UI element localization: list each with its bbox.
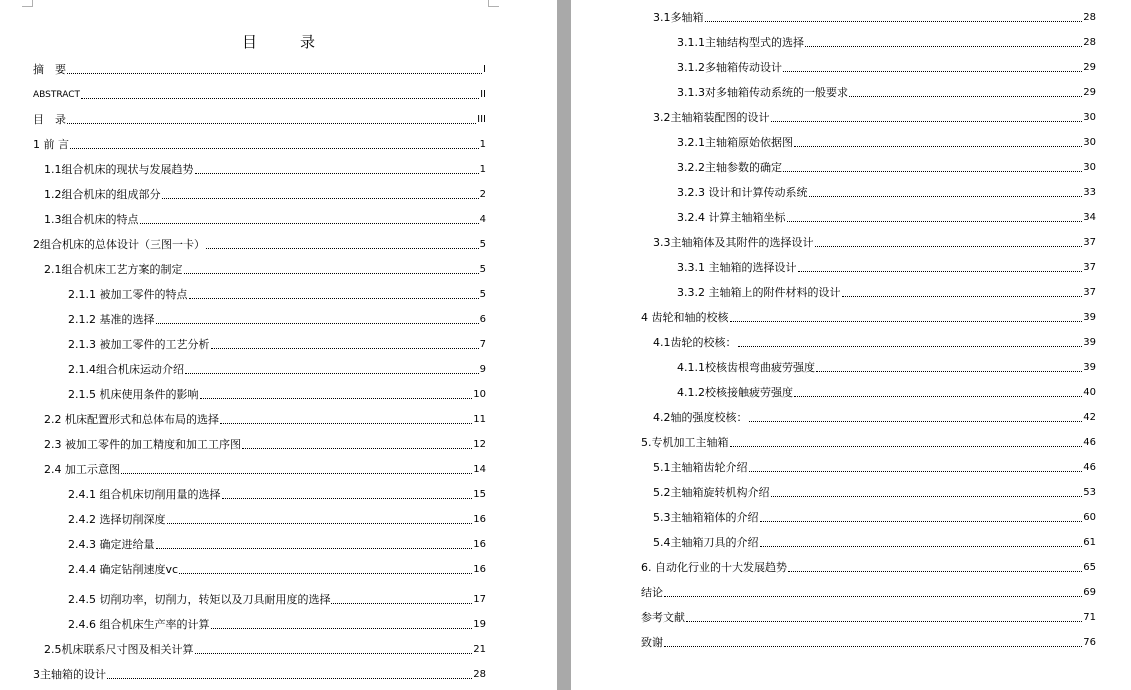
page-corner-mark [22, 0, 33, 7]
toc-entry[interactable] [677, 61, 1096, 75]
toc-entry-title: 6. 自动化行业的十大发展趋势 [641, 561, 787, 574]
toc-dot-leader [107, 677, 472, 679]
toc-entry-page: 29 [1083, 87, 1096, 98]
toc-entry-page: 16 [473, 514, 486, 525]
toc-entry-title: 2.4.5 切削功率，切削力，转矩以及刀具耐用度的选择 [68, 593, 331, 606]
toc-dot-leader [222, 497, 473, 499]
toc-entry-title: 5.3主轴箱箱体的介绍 [653, 511, 759, 524]
toc-entry-page: 46 [1083, 462, 1096, 473]
toc-entry-title: 2.3 被加工零件的加工精度和加工工序图 [44, 438, 241, 451]
toc-entry-title: 3.1多轴箱 [653, 11, 704, 24]
toc-entry-page: 21 [473, 644, 486, 655]
toc-entry-title: 摘 要 [33, 63, 66, 76]
toc-entry[interactable] [33, 668, 486, 682]
toc-entry[interactable] [68, 338, 486, 352]
toc-entry[interactable] [44, 413, 486, 427]
toc-entry-page: 5 [479, 264, 486, 275]
toc-entry-page: 14 [473, 464, 486, 475]
toc-entry-title: 2.1.1 被加工零件的特点 [68, 288, 188, 301]
toc-entry-title: 参考文献 [641, 611, 685, 624]
toc-dot-leader [805, 45, 1082, 47]
toc-dot-leader [705, 20, 1083, 22]
toc-entry[interactable] [677, 261, 1096, 275]
toc-entry[interactable] [653, 511, 1096, 525]
toc-dot-leader [200, 397, 473, 399]
toc-entry-title: 目 录 [33, 113, 66, 126]
toc-entry[interactable] [44, 188, 486, 202]
document-page-right [571, 0, 1131, 690]
toc-dot-leader [787, 220, 1083, 222]
toc-entry[interactable] [68, 488, 486, 502]
toc-entry-title: ABSTRACT [33, 90, 81, 100]
toc-entry-title: 4.1.1校核齿根弯曲疲劳强度 [677, 361, 815, 374]
toc-entry-page: 76 [1083, 637, 1096, 648]
toc-entry-page: 12 [473, 439, 486, 450]
toc-dot-leader [771, 495, 1083, 497]
toc-entry-title: 2.4.6 组合机床生产率的计算 [68, 618, 210, 631]
toc-entry[interactable] [68, 288, 486, 302]
toc-entry-title: 5.2主轴箱旋转机构介绍 [653, 486, 770, 499]
toc-entry[interactable] [68, 563, 486, 577]
toc-dot-leader [140, 222, 479, 224]
toc-entry-page: 30 [1083, 162, 1096, 173]
toc-entry-page: 5 [479, 239, 486, 250]
toc-dot-leader [67, 122, 476, 124]
toc-dot-leader [749, 470, 1083, 472]
toc-entry-title: 3.3.2 主轴箱上的附件材料的设计 [677, 286, 841, 299]
toc-entry-title: 4.2轴的强度校核： [653, 411, 748, 424]
toc-entry-page: III [477, 114, 486, 125]
toc-entry-title: 3.2主轴箱装配图的设计 [653, 111, 770, 124]
toc-dot-leader [162, 197, 479, 199]
toc-dot-leader [771, 120, 1083, 122]
toc-entry-page: 28 [1083, 37, 1096, 48]
toc-entry-title: 3.2.3 设计和计算传动系统 [677, 186, 808, 199]
toc-dot-leader [815, 245, 1083, 247]
toc-entry-page: 61 [1083, 537, 1096, 548]
toc-dot-leader [798, 270, 1083, 272]
toc-dot-leader [179, 572, 472, 574]
toc-entry[interactable] [641, 311, 1096, 325]
toc-dot-leader [195, 172, 479, 174]
toc-entry[interactable] [68, 593, 486, 607]
toc-dot-leader [67, 72, 482, 74]
toc-title: 目 录 [241, 33, 329, 51]
toc-entry-page: 60 [1083, 512, 1096, 523]
toc-entry-page: 4 [479, 214, 486, 225]
toc-entry-title: 5.1主轴箱齿轮介绍 [653, 461, 748, 474]
toc-entry-title: 5.专机加工主轴箱 [641, 436, 729, 449]
toc-entry-title: 2.4.3 确定进给量 [68, 538, 155, 551]
toc-entry[interactable] [44, 643, 486, 657]
toc-entry-page: 39 [1083, 312, 1096, 323]
toc-entry-page: 1 [479, 139, 486, 150]
toc-dot-leader [664, 595, 1082, 597]
toc-dot-leader [121, 472, 472, 474]
toc-entry[interactable] [68, 538, 486, 552]
toc-entry-page: 39 [1083, 362, 1096, 373]
toc-entry-page: 69 [1083, 587, 1096, 598]
toc-entry[interactable] [33, 63, 486, 77]
toc-dot-leader [195, 652, 473, 654]
toc-entry-page: 34 [1083, 212, 1096, 223]
toc-entry[interactable] [677, 36, 1096, 50]
toc-entry-page: 16 [473, 564, 486, 575]
toc-entry-page: 71 [1083, 612, 1096, 623]
toc-entry-page: 19 [473, 619, 486, 630]
toc-entry-title: 2.4.1 组合机床切削用量的选择 [68, 488, 221, 501]
toc-entry-title: 1 前 言 [33, 138, 69, 151]
toc-dot-leader [760, 545, 1083, 547]
toc-entry-title: 3.2.1主轴箱原始依据图 [677, 136, 793, 149]
toc-entry-page: 39 [1083, 337, 1096, 348]
page-gutter [557, 0, 571, 690]
toc-entry[interactable] [641, 586, 1096, 600]
toc-dot-leader [81, 97, 479, 99]
toc-entry[interactable] [641, 636, 1096, 650]
toc-dot-leader [184, 272, 479, 274]
toc-dot-leader [842, 295, 1083, 297]
toc-entry-page: II [480, 89, 486, 100]
toc-entry-page: 10 [473, 389, 486, 400]
toc-entry-title: 1.3组合机床的特点 [44, 213, 139, 226]
toc-entry-title: 3.2.4 计算主轴箱坐标 [677, 211, 786, 224]
toc-entry-page: 6 [479, 314, 486, 325]
toc-entry[interactable] [68, 388, 486, 402]
toc-dot-leader [206, 247, 479, 249]
toc-entry[interactable] [33, 113, 486, 127]
toc-dot-leader [788, 570, 1082, 572]
toc-entry-title: 2.1.2 基准的选择 [68, 313, 155, 326]
toc-dot-leader [167, 522, 473, 524]
toc-entry[interactable] [653, 486, 1096, 500]
toc-entry[interactable] [68, 618, 486, 632]
toc-entry-title: 1.2组合机床的组成部分 [44, 188, 161, 201]
toc-entry-page: 9 [479, 364, 486, 375]
toc-entry[interactable] [44, 163, 486, 177]
toc-entry-title: 5.4主轴箱刀具的介绍 [653, 536, 759, 549]
toc-entry-page: 53 [1083, 487, 1096, 498]
toc-entry-title: 2.4.2 选择切削深度 [68, 513, 166, 526]
toc-entry-page: 16 [473, 539, 486, 550]
toc-entry[interactable] [641, 436, 1096, 450]
toc-entry-title: 结论 [641, 586, 663, 599]
toc-dot-leader [331, 602, 472, 604]
toc-entry-title: 2.1.4组合机床运动介绍 [68, 363, 184, 376]
toc-dot-leader [749, 420, 1083, 422]
toc-dot-leader [189, 297, 479, 299]
toc-entry[interactable] [677, 161, 1096, 175]
toc-entry[interactable] [44, 438, 486, 452]
toc-dot-leader [760, 520, 1083, 522]
toc-dot-leader [730, 445, 1083, 447]
toc-entry[interactable] [653, 11, 1096, 25]
toc-dot-leader [211, 347, 479, 349]
toc-entry[interactable] [68, 363, 486, 377]
toc-dot-leader [816, 370, 1082, 372]
toc-dot-leader [220, 422, 472, 424]
toc-entry[interactable] [68, 513, 486, 527]
toc-entry-page: I [483, 64, 486, 75]
toc-dot-leader [185, 372, 479, 374]
toc-entry[interactable] [33, 238, 486, 252]
toc-entry-page: 11 [473, 414, 486, 425]
toc-entry-page: 7 [479, 339, 486, 350]
toc-entry-title: 4.1.2校核接触疲劳强度 [677, 386, 793, 399]
toc-entry-title: 4.1齿轮的校核： [653, 336, 737, 349]
toc-entry-title: 2.4.4 确定钻削速度vc [68, 563, 179, 576]
toc-entry[interactable] [68, 313, 486, 327]
toc-entry-page: 46 [1083, 437, 1096, 448]
toc-entry[interactable] [44, 263, 486, 277]
toc-entry[interactable] [653, 111, 1096, 125]
toc-entry-title: 2.2 机床配置形式和总体布局的选择 [44, 413, 219, 426]
toc-entry-title: 2.1组合机床工艺方案的制定 [44, 263, 183, 276]
toc-entry[interactable] [653, 336, 1096, 350]
toc-entry-page: 37 [1083, 237, 1096, 248]
toc-entry[interactable] [653, 411, 1096, 425]
toc-entry-page: 30 [1083, 112, 1096, 123]
toc-entry-title: 3.1.1主轴结构型式的选择 [677, 36, 804, 49]
toc-entry-title: 2组合机床的总体设计（三图一卡） [33, 238, 205, 251]
toc-dot-leader [783, 170, 1082, 172]
toc-entry-title: 2.1.3 被加工零件的工艺分析 [68, 338, 210, 351]
toc-entry[interactable] [33, 138, 486, 152]
toc-entry[interactable] [653, 536, 1096, 550]
toc-entry[interactable] [677, 86, 1096, 100]
toc-entry-page: 2 [479, 189, 486, 200]
toc-entry-page: 30 [1083, 137, 1096, 148]
toc-dot-leader [686, 620, 1082, 622]
toc-dot-leader [783, 70, 1082, 72]
toc-entry-title: 4 齿轮和轴的校核 [641, 311, 729, 324]
toc-dot-leader [849, 95, 1082, 97]
toc-entry-title: 2.1.5 机床使用条件的影响 [68, 388, 199, 401]
toc-entry-page: 15 [473, 489, 486, 500]
toc-entry-page: 33 [1083, 187, 1096, 198]
toc-entry-title: 3主轴箱的设计 [33, 668, 106, 681]
toc-entry[interactable] [677, 361, 1096, 375]
toc-entry[interactable] [677, 186, 1096, 200]
toc-entry[interactable] [44, 213, 486, 227]
toc-entry[interactable] [653, 236, 1096, 250]
toc-entry-page: 28 [473, 669, 486, 680]
toc-entry-title: 3.2.2主轴参数的确定 [677, 161, 782, 174]
document-page-left [0, 0, 557, 690]
toc-entry-page: 42 [1083, 412, 1096, 423]
toc-entry-title: 3.1.3对多轴箱传动系统的一般要求 [677, 86, 848, 99]
toc-entry-page: 17 [473, 594, 486, 605]
toc-entry-page: 37 [1083, 287, 1096, 298]
toc-entry-title: 2.4 加工示意图 [44, 463, 120, 476]
toc-entry-page: 1 [479, 164, 486, 175]
toc-entry-page: 28 [1083, 12, 1096, 23]
toc-dot-leader [794, 395, 1082, 397]
toc-entry-page: 37 [1083, 262, 1096, 273]
toc-entry-page: 5 [479, 289, 486, 300]
toc-entry[interactable] [653, 461, 1096, 475]
toc-dot-leader [156, 547, 473, 549]
toc-dot-leader [70, 147, 479, 149]
toc-dot-leader [211, 627, 473, 629]
toc-entry[interactable] [677, 136, 1096, 150]
toc-dot-leader [242, 447, 472, 449]
toc-entry-title: 1.1组合机床的现状与发展趋势 [44, 163, 194, 176]
toc-entry-title: 致谢 [641, 636, 663, 649]
toc-dot-leader [809, 195, 1083, 197]
toc-entry[interactable] [33, 88, 486, 102]
toc-entry-page: 29 [1083, 62, 1096, 73]
toc-entry[interactable] [44, 463, 486, 477]
toc-entry[interactable] [641, 611, 1096, 625]
toc-entry-page: 65 [1083, 562, 1096, 573]
toc-dot-leader [794, 145, 1082, 147]
toc-entry-title: 3.3.1 主轴箱的选择设计 [677, 261, 797, 274]
page-corner-mark [488, 0, 499, 7]
toc-entry[interactable] [677, 211, 1096, 225]
toc-entry[interactable] [677, 386, 1096, 400]
toc-dot-leader [156, 322, 479, 324]
toc-entry[interactable] [641, 561, 1096, 575]
toc-entry[interactable] [677, 286, 1096, 300]
toc-dot-leader [730, 320, 1083, 322]
toc-entry-title: 3.1.2多轴箱传动设计 [677, 61, 782, 74]
toc-dot-leader [664, 645, 1082, 647]
toc-entry-page: 40 [1083, 387, 1096, 398]
toc-dot-leader [738, 345, 1083, 347]
toc-entry-title: 2.5机床联系尺寸图及相关计算 [44, 643, 194, 656]
toc-entry-title: 3.3主轴箱体及其附件的选择设计 [653, 236, 814, 249]
